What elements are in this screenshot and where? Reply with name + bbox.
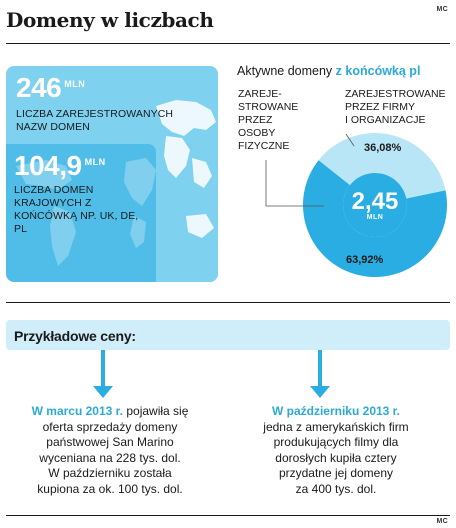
price-example-2 [236, 404, 436, 497]
price-line: dorosłych kupiła cztery [275, 450, 397, 465]
label-line: ZAREJE- [238, 88, 282, 100]
label-line: OSOBY [238, 127, 276, 139]
footer-divider [6, 515, 450, 516]
price-line: wyceniana na 228 tys. dol. [39, 450, 181, 465]
price-line: kupiona za ok. 100 tys. dol. [37, 481, 183, 496]
percent-individuals: 63,92% [346, 254, 384, 266]
arrow-left-line [101, 350, 105, 388]
arrow-right-line [318, 350, 322, 388]
header-divider [6, 43, 450, 44]
price-line: jedna z amerykańskich firm [263, 419, 409, 434]
donut-title [237, 64, 420, 78]
domestic-domains-unit: MLN [84, 157, 106, 167]
label-line: ZAREJESTROWANE [345, 88, 446, 100]
author-badge: MC [436, 6, 448, 13]
arrow-down-icon [310, 386, 330, 398]
section-divider [6, 302, 450, 303]
price-line: produkujących filmy dla [273, 435, 399, 449]
domestic-domains-number: 104,9 [14, 150, 82, 181]
total-domains-number: 246 [16, 72, 62, 103]
prices-title: Przykładowe ceny: [14, 328, 136, 344]
domestic-domains-value [14, 152, 106, 180]
donut-center-value: 2,45 [351, 188, 399, 215]
domestic-domains-caption: LICZBA DOMEN KRAJOWYCH Z KOŃCÓWKĄ NP. UK, DE, PL [14, 184, 139, 235]
label-line: FIZYCZNE [238, 140, 290, 152]
footer-badge: MC [436, 518, 448, 525]
label-line: PRZEZ [238, 114, 273, 126]
label-line: PRZEZ FIRMY [345, 101, 415, 113]
price-line: W październiku została [48, 466, 172, 480]
percent-companies: 36,08% [364, 142, 402, 154]
label-companies [345, 88, 446, 127]
price-line: oferta sprzedaży domeny [42, 419, 178, 434]
price-line: za 400 tys. dol. [295, 481, 377, 496]
price-line: państwowej San Marino [46, 435, 174, 449]
price-line: przydatne jej domeny [278, 466, 394, 480]
donut-title-prefix: Aktywne domeny [237, 64, 336, 78]
price-example-1 [10, 404, 210, 497]
total-domains-unit: MLN [64, 79, 86, 89]
price-example-1-date: W marcu 2013 r. [31, 404, 123, 418]
total-domains-value [16, 74, 85, 102]
stats-panel [6, 66, 218, 282]
price-line: pojawiła się [126, 404, 189, 418]
donut-title-accent: z końcówką pl [335, 64, 421, 78]
page-title: Domeny w liczbach [6, 8, 214, 32]
label-leader-lines [230, 120, 360, 220]
price-example-2-date: W październiku 2013 r. [271, 404, 401, 418]
arrow-down-icon [93, 386, 113, 398]
total-domains-caption: LICZBA ZAREJESTROWANYCH NAZW DOMEN [16, 108, 174, 133]
label-line: STROWANE [238, 101, 299, 113]
donut-center-unit: MLN [366, 214, 384, 221]
label-line: I ORGANIZACJE [345, 114, 426, 126]
